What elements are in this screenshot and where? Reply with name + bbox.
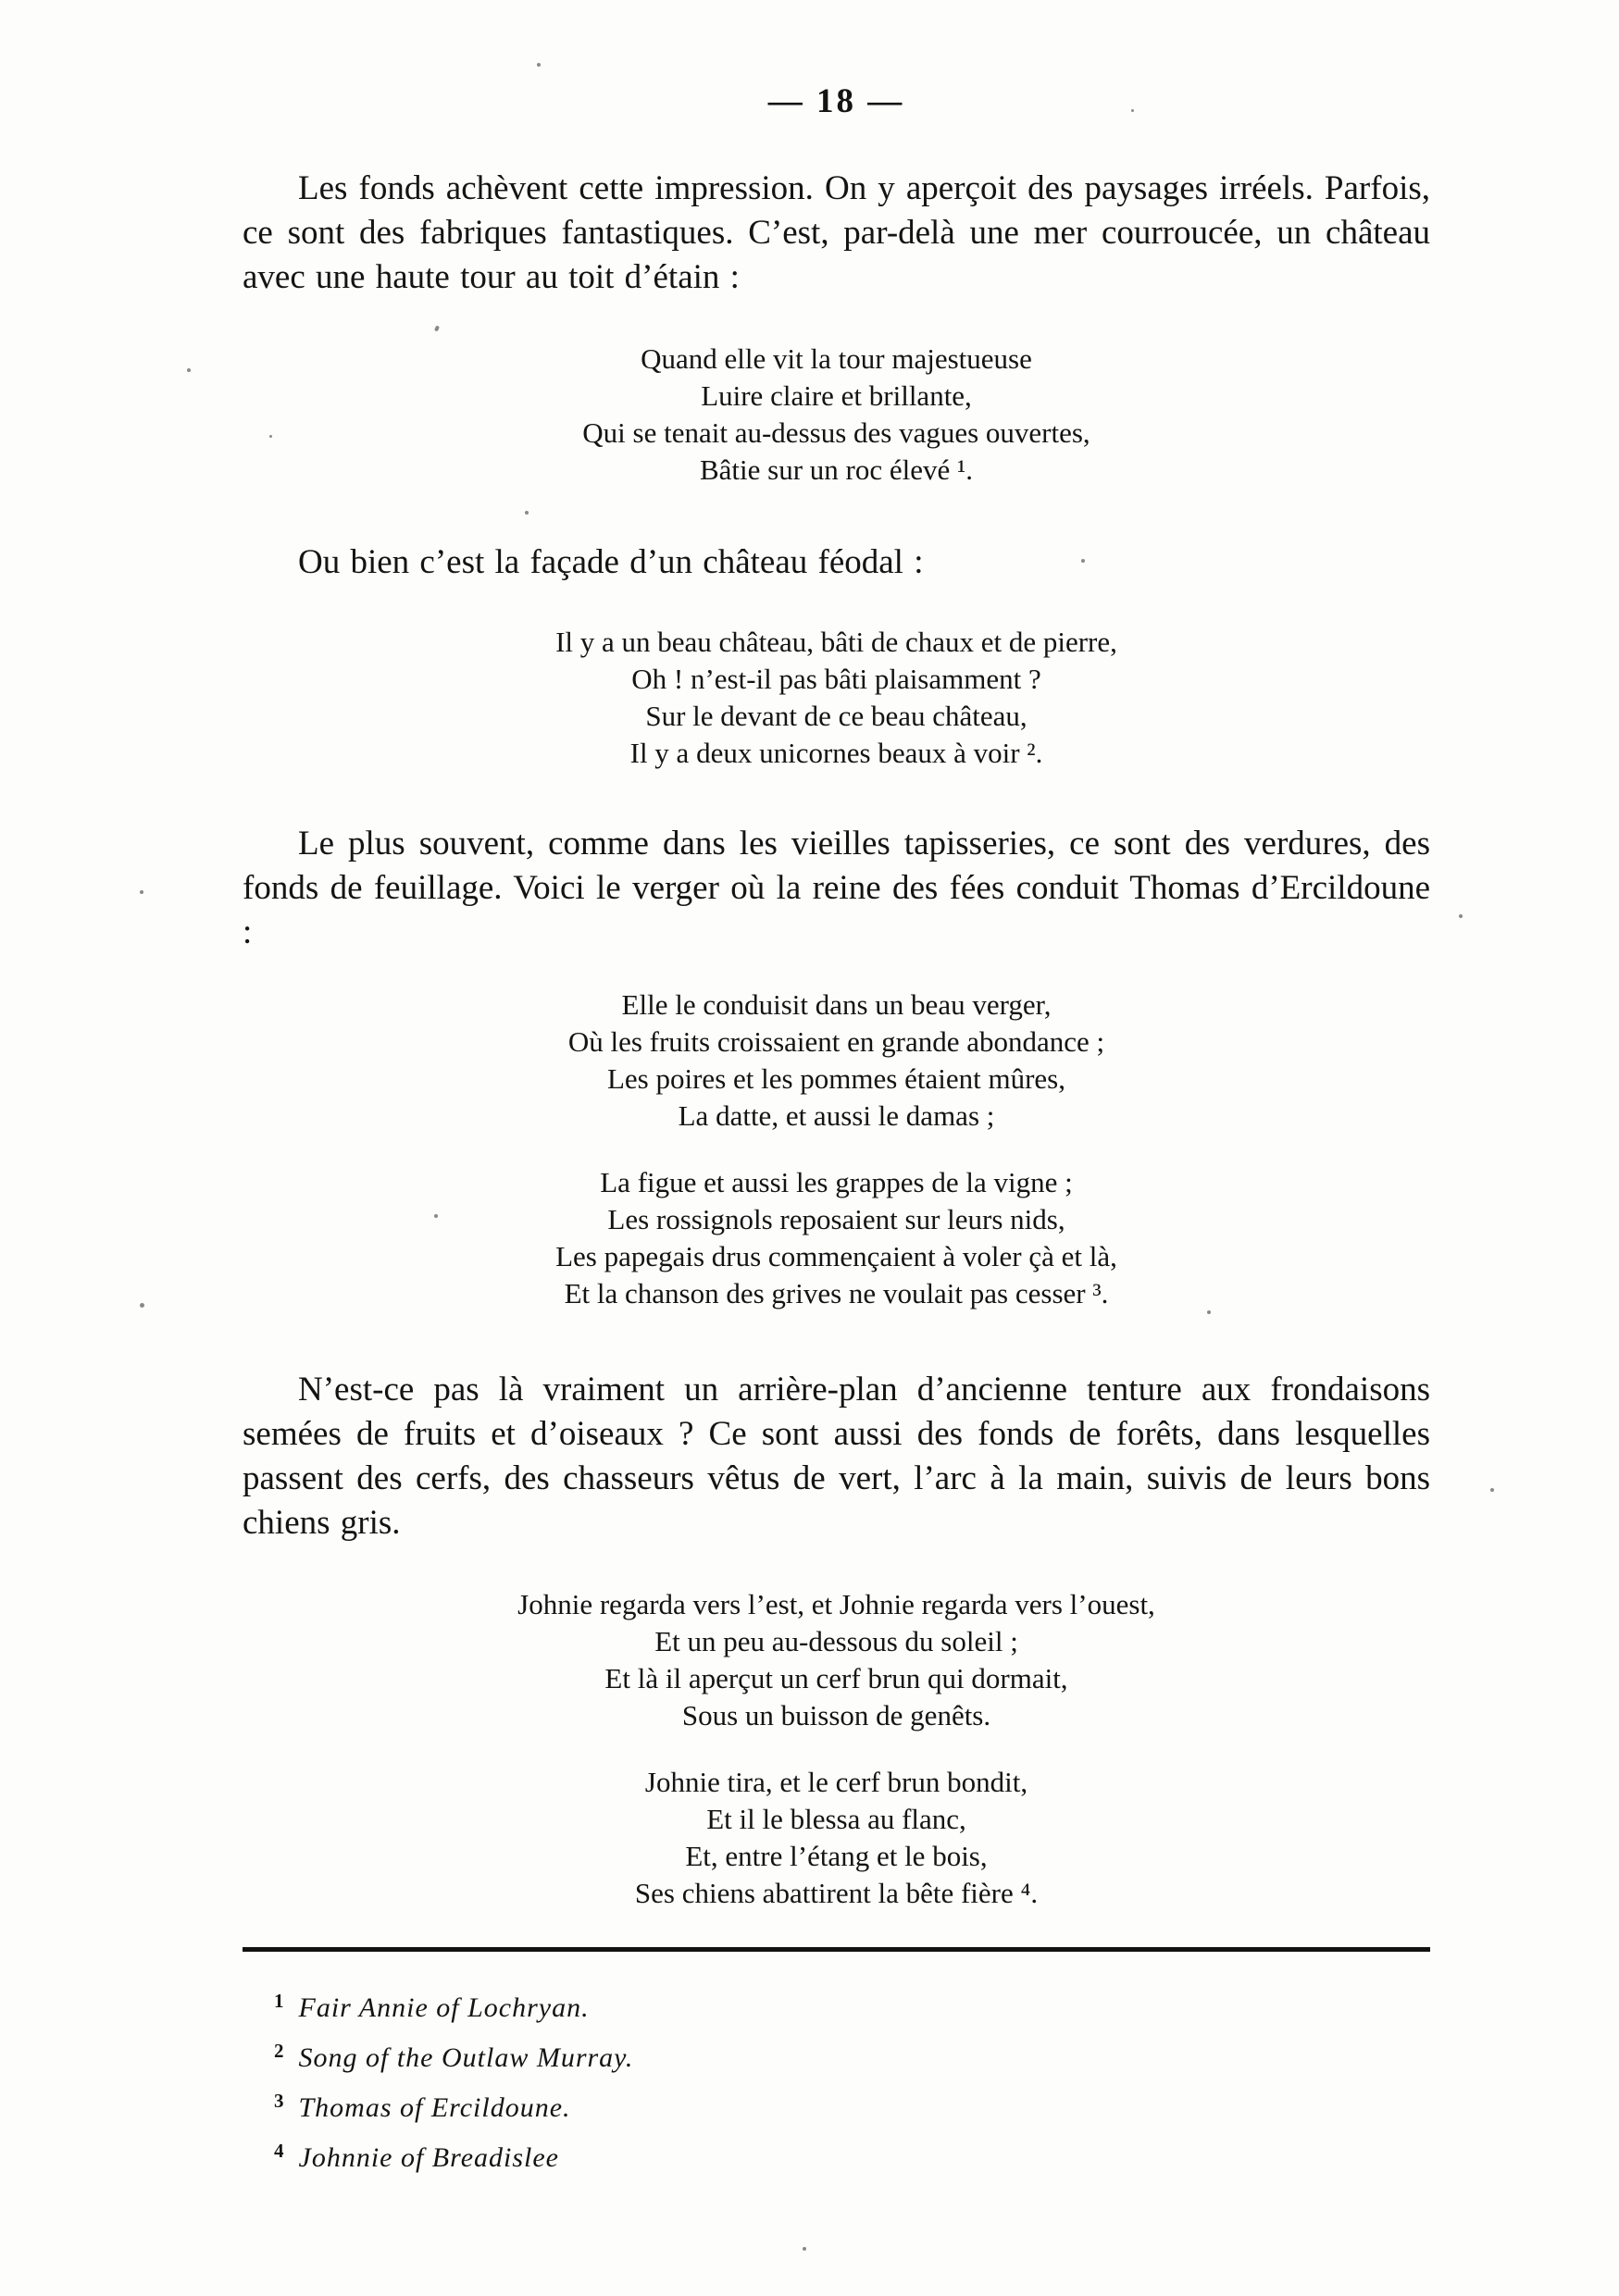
scan-speck: [1207, 1310, 1211, 1314]
scan-speck: [525, 511, 529, 515]
footnote-text: Johnnie of Breadislee: [298, 2142, 559, 2173]
paragraph-arriere-plan: N’est-ce pas là vraiment un arrière-plan d’ancienne tenture aux frondaisons semées de fruits et d’oiseaux ? Ce sont aussi des fonds de forêts, dans lesquelles passent des cerfs, des chasseurs vêtus de vert, l’arc à la main, suivis de leurs bons chiens gris.: [243, 1371, 1430, 1542]
footnote-marker: 2: [274, 2040, 284, 2062]
footnote-text: Song of the Outlaw Murray.: [298, 2042, 634, 2073]
footnote-marker: 3: [274, 2090, 284, 2112]
scan-speck: [1081, 559, 1085, 563]
verse-line: Et un peu au-dessous du soleil ;: [654, 1625, 1018, 1657]
paragraph-fonds: Les fonds achèvent cette impression. On y aperçoit des paysages irréels. Parfois, ce sont des fabriques fantastiques. C’est, par-delà une mer courroucée, un château avec une haute tour au toit d’étain :: [243, 169, 1430, 296]
page-number: — 18 —: [767, 82, 905, 120]
stanza-johnie-regarda: [243, 1586, 1430, 1734]
page-content: [243, 0, 1430, 2179]
verse-line: Bâtie sur un roc élevé ¹.: [699, 453, 974, 486]
footnote: [274, 2129, 1430, 2179]
verse-line: Et, entre l’étang et le bois,: [685, 1840, 988, 1872]
verse-line: Oh ! n’est-il pas bâti plaisamment ?: [631, 663, 1041, 695]
footnote: [274, 2029, 1430, 2079]
paragraph-facade-chateau: Ou bien c’est la façade d’un château féodal :: [298, 543, 924, 581]
verse-line: Les poires et les pommes étaient mûres,: [606, 1062, 1065, 1095]
verse-line: Sur le devant de ce beau château,: [645, 700, 1027, 732]
paragraph-tapisseries: Le plus souvent, comme dans les vieilles tapisseries, ce sont des verdures, des fonds de feuillage. Voici le verger où la reine des fées conduit Thomas d’Ercildoune :: [243, 825, 1430, 951]
verse-line: Et là il aperçut un cerf brun qui dormait,: [604, 1662, 1068, 1694]
verse-line: Elle le conduisit dans un beau verger,: [621, 988, 1052, 1021]
scan-speck: [1459, 914, 1463, 918]
stanza-johnie-tira: [243, 1764, 1430, 1912]
verse-line: Quand elle vit la tour majestueuse: [641, 342, 1032, 375]
scan-speck: [1490, 1488, 1494, 1492]
stanza-beau-verger: [243, 987, 1430, 1135]
verse-line: Et il le blessa au flanc,: [706, 1803, 966, 1835]
footnote-text: Thomas of Ercildoune.: [298, 2092, 571, 2123]
verse-line: Les rossignols reposaient sur leurs nids,: [607, 1203, 1065, 1235]
footnote-marker: 1: [274, 1990, 284, 2012]
verse-line: Les papegais drus commençaient à voler çà et là,: [555, 1240, 1117, 1272]
stanza-tour-majestueuse: [243, 341, 1430, 489]
verse-line: Johnie tira, et le cerf brun bondit,: [644, 1766, 1028, 1798]
verse-line: Il y a deux unicornes beaux à voir ².: [629, 737, 1043, 769]
verse-line: La datte, et aussi le damas ;: [678, 1099, 995, 1132]
footnote-marker: 4: [274, 2140, 284, 2162]
scan-speck: [434, 1214, 438, 1218]
stanza-beau-chateau: [243, 624, 1430, 772]
footnotes: [243, 1980, 1430, 2179]
footnote-divider: [243, 1947, 1430, 1952]
verse-line: Ses chiens abattirent la bête fière ⁴.: [634, 1877, 1039, 1909]
scan-speck: [140, 890, 143, 894]
verse-line: La figue et aussi les grappes de la vigne ;: [600, 1166, 1073, 1198]
scan-speck: [187, 368, 191, 372]
scan-speck: [1131, 109, 1134, 112]
footnote-text: Fair Annie of Lochryan.: [298, 1992, 590, 2023]
scan-speck: [269, 435, 272, 438]
verse-line: Où les fruits croissaient en grande abondance ;: [567, 1025, 1105, 1058]
scan-speck: [803, 2247, 806, 2251]
verse-line: Et la chanson des grives ne voulait pas cesser ³.: [564, 1277, 1109, 1309]
verse-line: Johnie regarda vers l’est, et Johnie regarda vers l’ouest,: [517, 1588, 1155, 1620]
scan-speck: [140, 1303, 144, 1308]
stanza-figue-vigne: [243, 1164, 1430, 1312]
verse-line: Luire claire et brillante,: [701, 379, 972, 412]
scan-speck: [537, 63, 541, 67]
verse-line: Il y a un beau château, bâti de chaux et de pierre,: [555, 626, 1117, 658]
verse-line: Sous un buisson de genêts.: [681, 1699, 991, 1731]
verse-line: Qui se tenait au-dessus des vagues ouvertes,: [582, 416, 1090, 449]
footnote: [274, 1980, 1430, 2029]
footnote: [274, 2079, 1430, 2129]
